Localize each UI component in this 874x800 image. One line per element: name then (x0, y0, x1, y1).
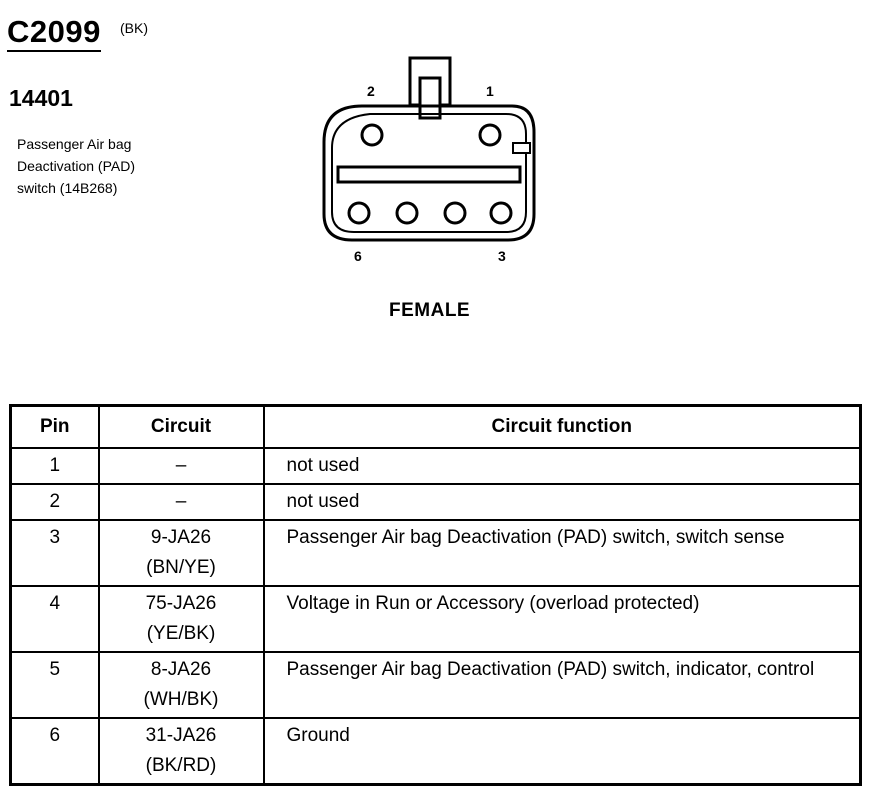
connector-face-diagram (300, 50, 550, 285)
function-cell: Ground (264, 718, 861, 785)
connector-drawing (300, 50, 550, 280)
function-cell: not used (264, 448, 861, 484)
cavity-pin-6 (349, 203, 369, 223)
column-header-circuit-function: Circuit function (264, 406, 861, 449)
pin-cell: 2 (11, 484, 99, 520)
circuit-code: 75-JA26 (145, 593, 217, 614)
connector-id: C2099 (7, 16, 101, 52)
connector-description (17, 133, 197, 199)
column-header-pin: Pin (11, 406, 99, 449)
pin-cell: 1 (11, 448, 99, 484)
connector-gender-label: FEMALE (389, 300, 471, 321)
circuit-code: 31-JA26 (145, 725, 217, 746)
circuit-code: 9-JA26 (150, 527, 212, 548)
function-cell: Passenger Air bag Deactivation (PAD) switch, switch sense (264, 520, 861, 586)
table-header-row (11, 406, 861, 449)
pin-label-3: 3 (498, 248, 506, 264)
cavity-pin-1 (480, 125, 500, 145)
function-cell: not used (264, 484, 861, 520)
cavity-pin-3 (491, 203, 511, 223)
wire-color: (BN/YE) (146, 557, 216, 578)
wire-color: (YE/BK) (146, 623, 216, 644)
pin-cell: 5 (11, 652, 99, 718)
part-number: 14401 (9, 85, 73, 111)
locking-tab-latch (420, 78, 440, 118)
table-row (11, 448, 861, 484)
center-slot (338, 167, 520, 182)
connector-color: (BK) (120, 20, 148, 36)
description-line: switch (14B268) (17, 180, 118, 196)
description-line: Passenger Air bag (17, 136, 132, 152)
function-cell: Passenger Air bag Deactivation (PAD) switch, indicator, control (264, 652, 861, 718)
cavity-pin-2 (362, 125, 382, 145)
table-row (11, 652, 861, 718)
pin-label-1: 1 (486, 83, 494, 99)
table-row (11, 520, 861, 586)
wire-color: (WH/BK) (143, 689, 219, 710)
circuit-cell (99, 586, 264, 652)
description-line: Deactivation (PAD) (17, 158, 136, 174)
cavity-pin-5 (397, 203, 417, 223)
pin-cell: 4 (11, 586, 99, 652)
table-row (11, 586, 861, 652)
circuit-cell (99, 718, 264, 785)
circuit-cell (99, 448, 264, 484)
polarizing-key (513, 143, 530, 153)
pin-label-6: 6 (354, 248, 362, 264)
function-cell: Voltage in Run or Accessory (overload protected) (264, 586, 861, 652)
pin-cell: 6 (11, 718, 99, 785)
table-row (11, 718, 861, 785)
pin-table (9, 404, 862, 786)
wire-color: (BK/RD) (145, 755, 217, 776)
circuit-code: – (175, 491, 187, 512)
column-header-circuit: Circuit (99, 406, 264, 449)
pin-label-2: 2 (367, 83, 375, 99)
circuit-cell (99, 484, 264, 520)
circuit-cell (99, 520, 264, 586)
circuit-code: 8-JA26 (150, 659, 212, 680)
pin-cell: 3 (11, 520, 99, 586)
circuit-cell (99, 652, 264, 718)
cavity-pin-4 (445, 203, 465, 223)
table-row (11, 484, 861, 520)
circuit-code: – (175, 455, 187, 476)
